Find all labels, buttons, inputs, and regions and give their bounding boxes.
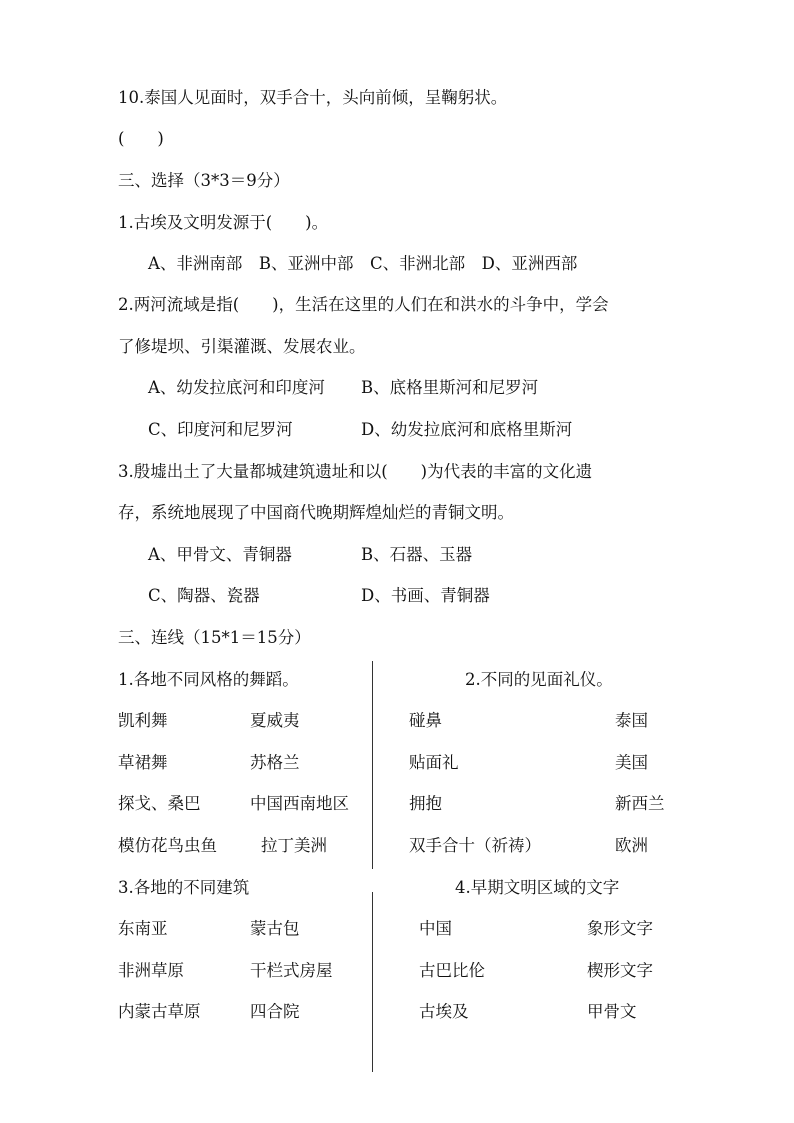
matching-item[interactable]: 拉丁美洲 bbox=[261, 836, 327, 855]
choice-q3-option-a: A、甲骨文、青铜器 bbox=[148, 545, 292, 564]
matching-item[interactable]: 干栏式房屋 bbox=[250, 961, 333, 980]
choice-q1-options: A、非洲南部 B、亚洲中部 C、非洲北部 D、亚洲西部 bbox=[148, 254, 578, 273]
matching-item[interactable]: 模仿花鸟虫鱼 bbox=[118, 836, 217, 855]
matching-item[interactable]: 甲骨文 bbox=[587, 1002, 637, 1021]
matching-item[interactable]: 夏威夷 bbox=[250, 711, 300, 730]
matching-divider-bottom bbox=[372, 892, 373, 1072]
matching-item[interactable]: 探戈、桑巴 bbox=[118, 794, 201, 813]
q10-statement: 10.泰国人见面时，双手合十，头向前倾，呈鞠躬状。 bbox=[118, 88, 508, 107]
choice-q2-option-a: A、幼发拉底河和印度河 bbox=[148, 378, 325, 397]
matching-group2-title: 2.不同的见面礼仪。 bbox=[465, 670, 613, 689]
matching-item[interactable]: 东南亚 bbox=[118, 919, 168, 938]
matching-item[interactable]: 新西兰 bbox=[615, 794, 665, 813]
choice-q3-stem-line2: 存，系统地展现了中国商代晚期辉煌灿烂的青铜文明。 bbox=[118, 503, 514, 522]
matching-item[interactable]: 象形文字 bbox=[587, 919, 653, 938]
q10-answer-blank[interactable]: ( ) bbox=[118, 129, 164, 148]
matching-item[interactable]: 中国西南地区 bbox=[250, 794, 349, 813]
matching-item[interactable]: 古巴比伦 bbox=[419, 961, 485, 980]
matching-item[interactable]: 拥抱 bbox=[409, 794, 442, 813]
choice-q3-stem-line1: 3.殷墟出土了大量都城建筑遗址和以( )为代表的丰富的文化遗 bbox=[118, 462, 593, 481]
matching-group4-title: 4.早期文明区域的文字 bbox=[455, 878, 620, 897]
matching-item[interactable]: 凯利舞 bbox=[118, 711, 168, 730]
choice-q2-option-c: C、印度河和尼罗河 bbox=[148, 420, 293, 439]
matching-item[interactable]: 蒙古包 bbox=[250, 919, 300, 938]
choice-q3-option-c: C、陶器、瓷器 bbox=[148, 586, 260, 605]
choice-q3-option-b: B、石器、玉器 bbox=[361, 545, 473, 564]
matching-divider-top bbox=[372, 661, 373, 869]
matching-item[interactable]: 草裙舞 bbox=[118, 753, 168, 772]
matching-item[interactable]: 美国 bbox=[615, 753, 648, 772]
matching-item[interactable]: 双手合十（祈祷） bbox=[409, 836, 541, 855]
matching-item[interactable]: 苏格兰 bbox=[250, 753, 300, 772]
matching-item[interactable]: 古埃及 bbox=[419, 1002, 469, 1021]
choice-q3-option-d: D、书画、青铜器 bbox=[361, 586, 490, 605]
choice-q2-stem-line2: 了修堤坝、引渠灌溉、发展农业。 bbox=[118, 337, 366, 356]
choice-q2-option-b: B、底格里斯河和尼罗河 bbox=[361, 378, 539, 397]
choice-q2-option-d: D、幼发拉底河和底格里斯河 bbox=[361, 420, 573, 439]
matching-item[interactable]: 泰国 bbox=[615, 711, 648, 730]
matching-group1-title: 1.各地不同风格的舞蹈。 bbox=[118, 670, 299, 689]
matching-item[interactable]: 中国 bbox=[419, 919, 452, 938]
matching-item[interactable]: 碰鼻 bbox=[409, 711, 442, 730]
matching-section-heading: 三、连线（15*1＝15分） bbox=[118, 628, 311, 647]
matching-item[interactable]: 非洲草原 bbox=[118, 961, 184, 980]
matching-item[interactable]: 贴面礼 bbox=[409, 753, 459, 772]
matching-group3-title: 3.各地的不同建筑 bbox=[118, 878, 250, 897]
matching-item[interactable]: 欧洲 bbox=[615, 836, 648, 855]
choice-q1-stem: 1.古埃及文明发源于( )。 bbox=[118, 213, 329, 232]
choice-section-heading: 三、选择（3*3＝9分） bbox=[118, 171, 290, 190]
matching-item[interactable]: 楔形文字 bbox=[587, 961, 653, 980]
choice-q2-stem-line1: 2.两河流域是指( )，生活在这里的人们在和洪水的斗争中，学会 bbox=[118, 295, 609, 314]
matching-item[interactable]: 四合院 bbox=[250, 1002, 300, 1021]
matching-item[interactable]: 内蒙古草原 bbox=[118, 1002, 201, 1021]
